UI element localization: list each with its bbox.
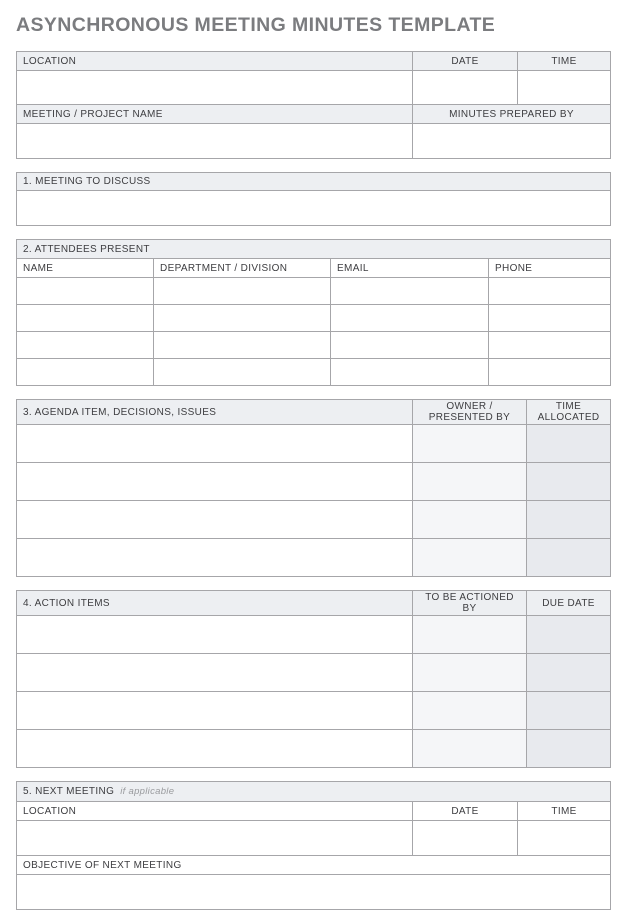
meeting-name-header: MEETING / PROJECT NAME <box>17 105 413 124</box>
objective-header: OBJECTIVE OF NEXT MEETING <box>17 856 611 875</box>
agenda-row <box>17 539 611 577</box>
attendee-email-cell[interactable] <box>331 305 489 332</box>
agenda-time-cell[interactable] <box>527 425 611 463</box>
attendee-phone-cell[interactable] <box>489 305 611 332</box>
agenda-item-cell[interactable] <box>17 501 413 539</box>
attendee-name-header: NAME <box>17 259 154 278</box>
action-item-cell[interactable] <box>17 692 413 730</box>
attendee-phone-header: PHONE <box>489 259 611 278</box>
section5-title-text: 5. NEXT MEETING <box>23 786 115 797</box>
agenda-item-cell[interactable] <box>17 463 413 501</box>
attendee-phone-cell[interactable] <box>489 278 611 305</box>
time-header: TIME <box>518 52 611 71</box>
agenda-row <box>17 425 611 463</box>
next-meeting-date-header: DATE <box>413 802 518 821</box>
date-header: DATE <box>413 52 518 71</box>
attendees-table <box>16 239 611 386</box>
attendee-email-cell[interactable] <box>331 332 489 359</box>
action-row <box>17 616 611 654</box>
attendee-department-header: DEPARTMENT / DIVISION <box>154 259 331 278</box>
action-item-cell[interactable] <box>17 654 413 692</box>
next-meeting-time-header: TIME <box>518 802 611 821</box>
section1-title: 1. MEETING TO DISCUSS <box>17 173 611 191</box>
next-meeting-time-cell[interactable] <box>518 821 611 856</box>
attendee-email-cell[interactable] <box>331 278 489 305</box>
time-value-cell[interactable] <box>518 71 611 105</box>
attendee-phone-cell[interactable] <box>489 332 611 359</box>
attendee-email-header: EMAIL <box>331 259 489 278</box>
action-owner-cell[interactable] <box>413 616 527 654</box>
meeting-to-discuss-value-cell[interactable] <box>17 191 611 226</box>
section4-title: 4. ACTION ITEMS <box>17 591 413 616</box>
meeting-info-table <box>16 51 611 159</box>
attendee-row <box>17 278 611 305</box>
next-meeting-location-cell[interactable] <box>17 821 413 856</box>
section2-title: 2. ATTENDEES PRESENT <box>17 240 611 259</box>
attendee-department-cell[interactable] <box>154 278 331 305</box>
agenda-item-cell[interactable] <box>17 425 413 463</box>
agenda-time-cell[interactable] <box>527 539 611 577</box>
agenda-row <box>17 463 611 501</box>
location-header: LOCATION <box>17 52 413 71</box>
action-due-date-cell[interactable] <box>527 654 611 692</box>
agenda-time-cell[interactable] <box>527 463 611 501</box>
to-be-actioned-by-header: TO BE ACTIONED BY <box>413 591 527 616</box>
next-meeting-date-cell[interactable] <box>413 821 518 856</box>
minutes-prepared-by-value-cell[interactable] <box>413 124 611 159</box>
section3-title: 3. AGENDA ITEM, DECISIONS, ISSUES <box>17 400 413 425</box>
due-date-header: DUE DATE <box>527 591 611 616</box>
agenda-table <box>16 399 611 577</box>
action-due-date-cell[interactable] <box>527 616 611 654</box>
objective-value-cell[interactable] <box>17 875 611 910</box>
attendee-phone-cell[interactable] <box>489 359 611 386</box>
action-row <box>17 654 611 692</box>
action-row <box>17 692 611 730</box>
next-meeting-location-header: LOCATION <box>17 802 413 821</box>
agenda-owner-cell[interactable] <box>413 539 527 577</box>
action-owner-cell[interactable] <box>413 692 527 730</box>
attendee-name-cell[interactable] <box>17 359 154 386</box>
minutes-prepared-by-header: MINUTES PREPARED BY <box>413 105 611 124</box>
attendee-row <box>17 332 611 359</box>
agenda-owner-cell[interactable] <box>413 425 527 463</box>
meeting-to-discuss-table <box>16 172 611 226</box>
agenda-time-cell[interactable] <box>527 501 611 539</box>
agenda-row <box>17 501 611 539</box>
attendee-department-cell[interactable] <box>154 305 331 332</box>
action-due-date-cell[interactable] <box>527 730 611 768</box>
action-due-date-cell[interactable] <box>527 692 611 730</box>
time-allocated-header: TIME ALLOCATED <box>527 400 611 425</box>
attendee-name-cell[interactable] <box>17 305 154 332</box>
attendee-name-cell[interactable] <box>17 278 154 305</box>
agenda-item-cell[interactable] <box>17 539 413 577</box>
agenda-owner-cell[interactable] <box>413 463 527 501</box>
action-item-cell[interactable] <box>17 616 413 654</box>
date-value-cell[interactable] <box>413 71 518 105</box>
action-owner-cell[interactable] <box>413 730 527 768</box>
owner-presented-by-header: OWNER / PRESENTED BY <box>413 400 527 425</box>
attendee-name-cell[interactable] <box>17 332 154 359</box>
next-meeting-table <box>16 781 611 910</box>
agenda-owner-cell[interactable] <box>413 501 527 539</box>
action-row <box>17 730 611 768</box>
section5-qualifier: if applicable <box>120 786 175 797</box>
attendee-department-cell[interactable] <box>154 332 331 359</box>
attendee-department-cell[interactable] <box>154 359 331 386</box>
action-item-cell[interactable] <box>17 730 413 768</box>
location-value-cell[interactable] <box>17 71 413 105</box>
attendee-row <box>17 359 611 386</box>
section5-title <box>17 782 611 802</box>
action-owner-cell[interactable] <box>413 654 527 692</box>
attendee-row <box>17 305 611 332</box>
attendee-email-cell[interactable] <box>331 359 489 386</box>
meeting-name-value-cell[interactable] <box>17 124 413 159</box>
action-items-table <box>16 590 611 768</box>
document-title: ASYNCHRONOUS MEETING MINUTES TEMPLATE <box>16 14 496 36</box>
